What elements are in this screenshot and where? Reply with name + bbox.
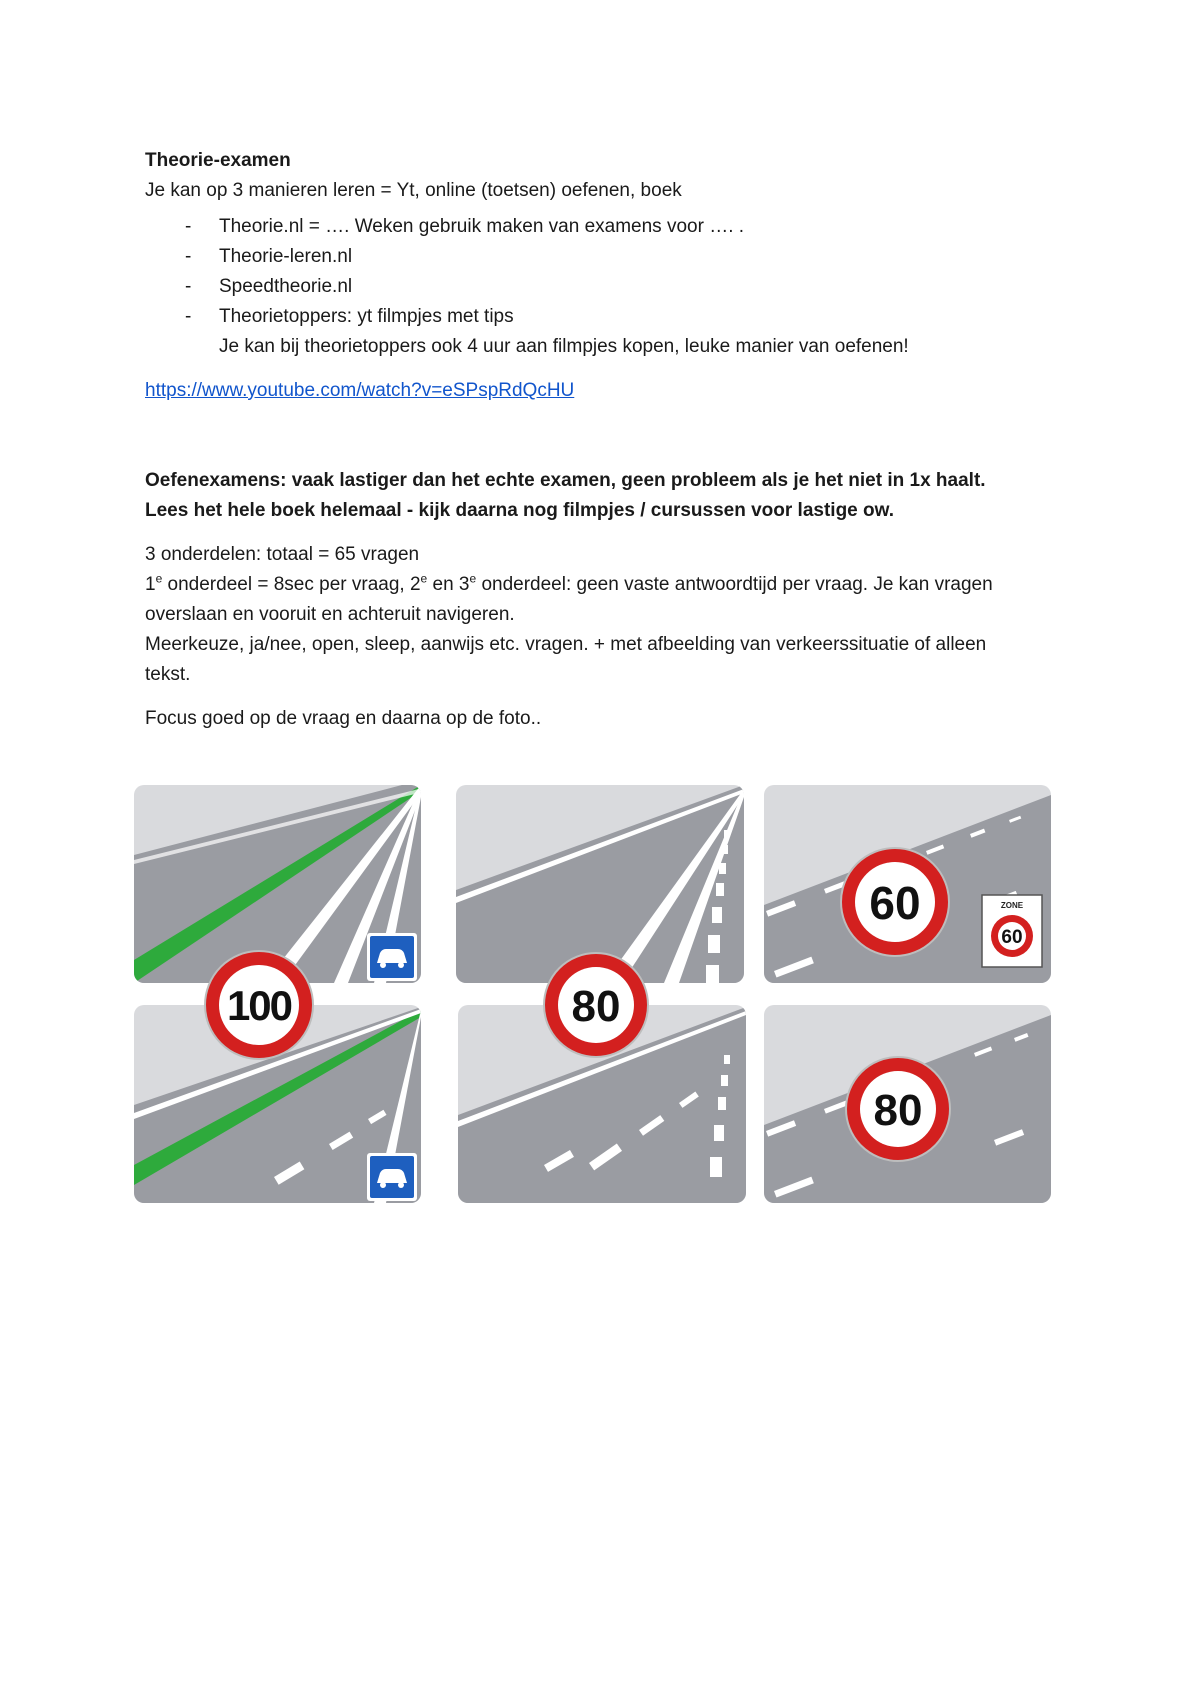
list-item-text: Speedtheorie.nl xyxy=(219,276,353,297)
list-bullet: - xyxy=(185,306,192,327)
document-body xyxy=(145,146,1065,734)
zone-60-sign-icon xyxy=(982,895,1042,967)
svg-text:80: 80 xyxy=(873,1086,923,1135)
parts-line-4: tekst. xyxy=(145,664,191,685)
list-item xyxy=(145,212,1065,242)
practice-line-1: Oefenexamens: vaak lastiger dan het echte examen, geen probleem als je het niet in 1x haalt. xyxy=(145,470,986,491)
parts-line-3: Meerkeuze, ja/nee, open, sleep, aanwijs etc. vragen. + met afbeelding van verkeerssituatie of alleen xyxy=(145,634,987,655)
list-item xyxy=(145,302,1065,362)
list-item-text: Theorie.nl = …. Weken gebruik maken van examens voor …. . xyxy=(219,216,745,237)
practice-line-2: Lees het hele boek helemaal - kijk daarna nog filmpjes / cursussen voor lastige ow. xyxy=(145,500,894,521)
svg-text:60: 60 xyxy=(1001,927,1023,948)
list-item xyxy=(145,272,1065,302)
resource-list xyxy=(145,212,1065,362)
car-lane-sign-icon xyxy=(367,933,417,981)
youtube-link[interactable]: https://www.youtube.com/watch?v=eSPspRdQcHU xyxy=(145,380,575,401)
list-bullet: - xyxy=(185,216,192,237)
car-lane-sign-icon xyxy=(367,1153,417,1201)
parts-line-2: overslaan en vooruit en achteruit navigeren. xyxy=(145,604,515,625)
list-bullet: - xyxy=(185,276,192,297)
speed-limit-60-sign xyxy=(841,848,949,956)
road-speed-illustration xyxy=(134,785,1058,1208)
svg-text:ZONE: ZONE xyxy=(1000,901,1024,910)
list-item-text: Theorie-leren.nl xyxy=(219,246,353,267)
list-bullet: - xyxy=(185,246,192,267)
road-speed-figure xyxy=(134,785,1058,1208)
speed-limit-80-sign xyxy=(544,953,648,1057)
speed-limit-100-sign xyxy=(205,951,313,1059)
list-item xyxy=(145,242,1065,272)
svg-text:60: 60 xyxy=(869,877,921,929)
list-item-text: Theorietoppers: yt filmpjes met tips xyxy=(219,306,514,327)
focus-line: Focus goed op de vraag en daarna op de foto.. xyxy=(145,708,542,729)
intro-line: Je kan op 3 manieren leren = Yt, online (toetsen) oefenen, boek xyxy=(145,180,682,201)
svg-text:100: 100 xyxy=(226,982,292,1029)
speed-limit-80-sign xyxy=(846,1057,950,1161)
parts-total: 3 onderdelen: totaal = 65 vragen xyxy=(145,544,420,565)
svg-text:80: 80 xyxy=(571,982,621,1031)
list-item-subtext: Je kan bij theorietoppers ook 4 uur aan filmpjes kopen, leuke manier van oefenen! xyxy=(219,336,909,357)
parts-line-1: 1e onderdeel = 8sec per vraag, 2e en 3e onderdeel: geen vaste antwoordtijd per vraag. Je kan vragen xyxy=(145,571,993,595)
document-title: Theorie-examen xyxy=(145,150,291,171)
